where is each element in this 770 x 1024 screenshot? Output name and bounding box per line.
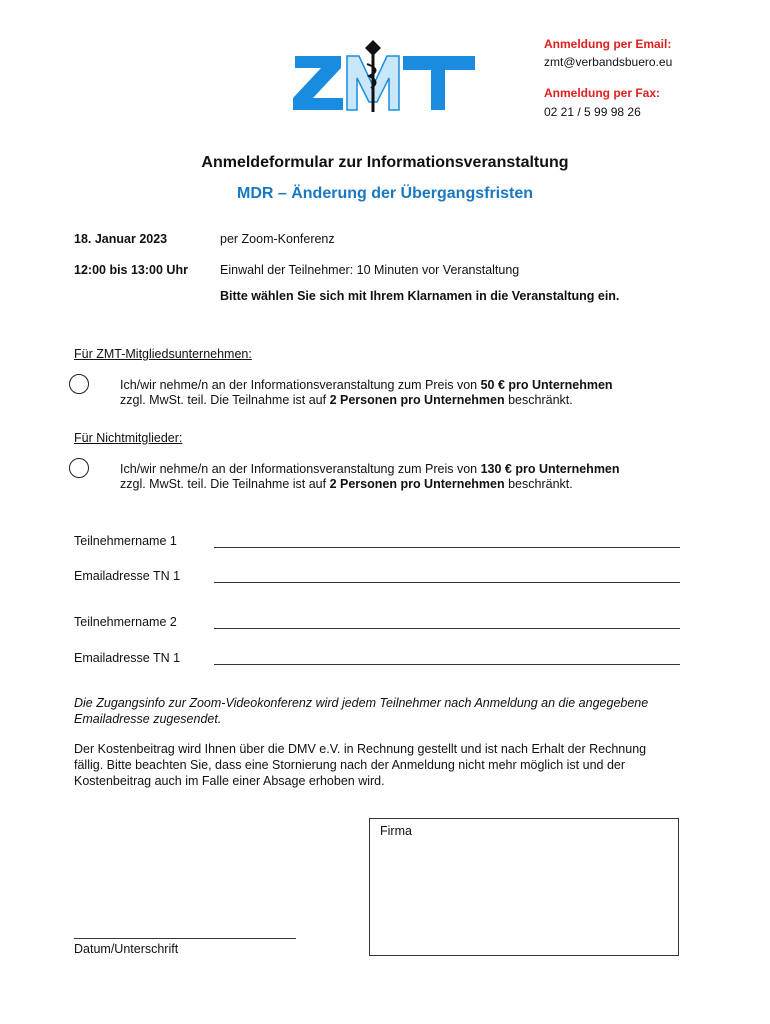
event-time: 12:00 bis 13:00 Uhr	[74, 263, 188, 277]
nonmembers-limit: 2 Personen pro Unternehmen	[329, 477, 505, 491]
members-text-a: Ich/wir nehme/n an der Informationsveranstaltung zum Preis von	[120, 378, 481, 392]
firma-label: Firma	[380, 824, 412, 838]
nonmembers-text-a: Ich/wir nehme/n an der Informationsveranstaltung zum Preis von	[120, 462, 481, 476]
form-title: Anmeldeformular zur Informationsveranstaltung	[201, 154, 569, 171]
nonmembers-price: 130 € pro Unternehmen	[480, 462, 620, 476]
participant-name-1-field[interactable]	[214, 533, 680, 548]
signature-line[interactable]	[74, 938, 296, 939]
members-price: 50 € pro Unternehmen	[480, 378, 613, 392]
event-date-info: per Zoom-Konferenz	[220, 232, 335, 246]
participant-email-2-label: Emailadresse TN 1	[74, 651, 181, 665]
event-date: 18. Januar 2023	[74, 232, 168, 246]
members-limit: 2 Personen pro Unternehmen	[329, 393, 505, 407]
participant-email-2-field[interactable]	[214, 650, 680, 665]
date-signature-label: Datum/Unterschrift	[74, 942, 179, 956]
form-subtitle: MDR – Änderung der Übergangsfristen	[236, 185, 534, 202]
zoom-info-note: Die Zugangsinfo zur Zoom-Videokonferenz wird jedem Teilnehmer nach Anmeldung an die angegebene Emailadresse zugesendet.	[74, 696, 649, 726]
event-time-info: Einwahl der Teilnehmer: 10 Minuten vor Veranstaltung	[220, 263, 520, 277]
nonmembers-option-text	[120, 462, 720, 492]
nonmembers-heading: Für Nichtmitglieder:	[74, 431, 183, 445]
event-notice: Bitte wählen Sie sich mit Ihrem Klarnamen in die Veranstaltung ein.	[220, 289, 620, 303]
nonmembers-text-c: beschränkt.	[504, 477, 573, 491]
zmt-logo-graphic	[293, 40, 475, 114]
participant-name-2-label: Teilnehmername 2	[74, 615, 177, 629]
participant-name-1-label: Teilnehmername 1	[74, 534, 177, 548]
members-text-b: zzgl. MwSt. teil. Die Teilnahme ist auf	[120, 393, 330, 407]
participant-email-1-label: Emailadresse TN 1	[74, 569, 181, 583]
nonmembers-radio[interactable]	[69, 458, 89, 478]
fax-label: Anmeldung per Fax:	[544, 86, 661, 100]
members-option-text	[120, 378, 720, 408]
nonmembers-text-b: zzgl. MwSt. teil. Die Teilnahme ist auf	[120, 477, 330, 491]
fax-value: 02 21 / 5 99 98 26	[544, 105, 641, 119]
members-text-c: beschränkt.	[504, 393, 573, 407]
participant-name-2-field[interactable]	[214, 614, 680, 629]
billing-note: Der Kostenbeitrag wird Ihnen über die DMV e.V. in Rechnung gestellt und ist nach Erhalt der Rechnung fällig. Bitte beachten Sie, dass eine Stornierung nach der Anmeldung nicht mehr möglich ist und der Kostenbeitrag auch im Falle einer Absage erhoben wird.	[74, 742, 647, 788]
firma-box[interactable]	[369, 818, 679, 956]
members-heading: Für ZMT-Mitgliedsunternehmen:	[74, 347, 252, 361]
members-radio[interactable]	[69, 374, 89, 394]
participant-email-1-field[interactable]	[214, 568, 680, 583]
zmt-logo	[293, 40, 475, 114]
email-value[interactable]: zmt@verbandsbuero.eu	[544, 55, 673, 69]
email-label: Anmeldung per Email:	[544, 37, 672, 51]
